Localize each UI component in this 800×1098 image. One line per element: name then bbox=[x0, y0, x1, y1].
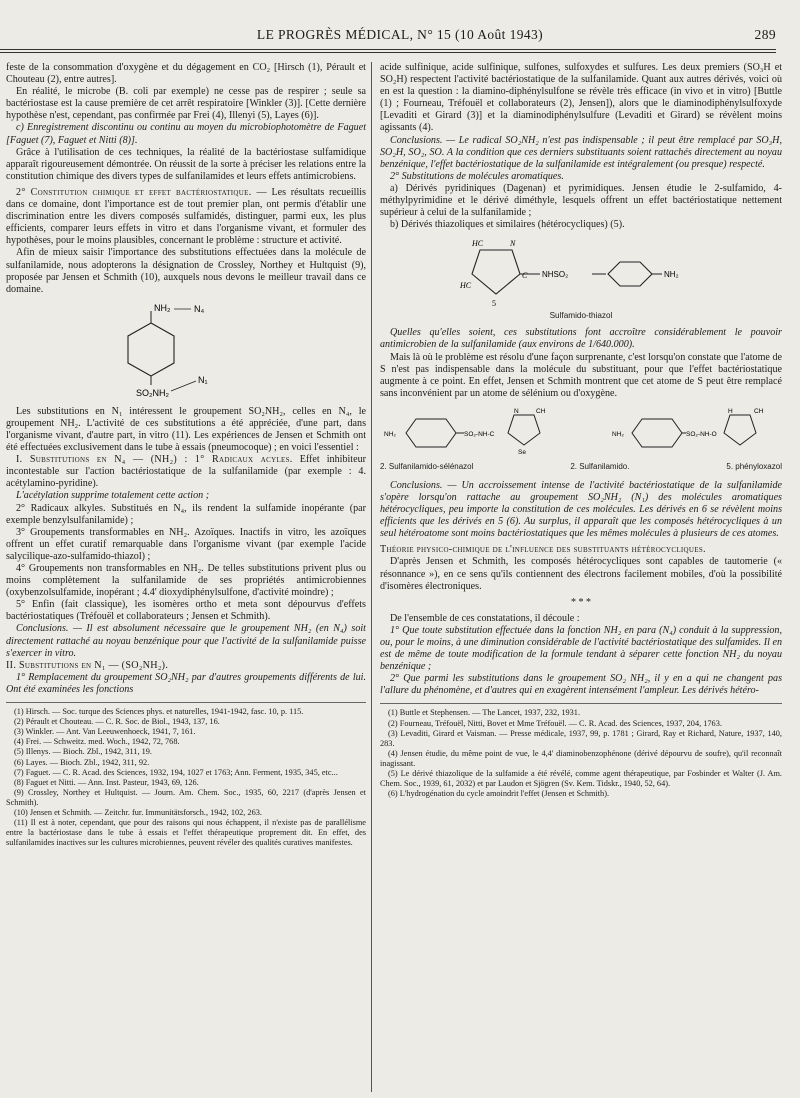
caption-oxazol: 5. phényloxazol bbox=[726, 461, 782, 471]
paragraph: 1° Remplacement du groupement SO₂NH₂ par d'autres groupements différents de lui. Ont été examinées les fonctions bbox=[6, 671, 366, 695]
footnote: (1) Hirsch. — Soc. turque des Sciences phys. et naturelles, 1941-1942, fasc. 10, p. 115. bbox=[14, 707, 304, 717]
so2nh2-label: SO₂NH₂ bbox=[136, 387, 169, 398]
footnotes-right bbox=[380, 703, 782, 799]
hc-label-b: HC bbox=[460, 281, 472, 291]
paragraph: D'après Jensen et Schmith, les composés hétérocycliques sont capables de tautomerie (« résonnance »), en ce sens qu'ils contiennent des électrons facilement mobiles, d'où la possibilité d'isomères électroniques. bbox=[380, 556, 782, 592]
header-rule-second bbox=[0, 52, 776, 53]
paragraph: Afin de mieux saisir l'importance des substitutions effectuées dans la molécule de sulfanilamide, nous adopterons la désignation de Crossley, Northey et Hultquist (9), proposée par Jensen et Schmith (10), auxquels nous devons le meilleur travail dans ce domaine. bbox=[6, 247, 366, 295]
footnote: (11) Il est à noter, cependant, que pour des raisons qui nous échappent, il n'existe pas de parallélisme entre la bactériostase dans le tube à essais et l'effet thérapeutique proprement dit. En effet, des sulfanilamides inactives sur les cultures microbiennes, peuvent révéler des qualités curatives manifestes. bbox=[6, 818, 366, 848]
right-column bbox=[380, 62, 782, 799]
paragraph: 5° Enfin (fait classique), les isomères ortho et meta sont dépourvus d'effets bactériostatiques (Tréfouël et collaborateurs ; Jensen et Schmith). bbox=[6, 599, 366, 623]
paragraph: Les résultats recueillis dans ce domaine, dont l'importance est de tout premier plan, ont permis d'établir une discrimination entre les divers composés sulfamidés, distinguer, parmi eux, les plus efficients, comparer leurs effets in vitro et dans l'organisme vivant, et formuler des hypothèses, pour le moins plausibles, concernant le problème : structure et activité. bbox=[6, 186, 366, 247]
so2-label-a: SO₂-NH-C bbox=[464, 430, 495, 438]
paragraph: 4° Groupements non transformables en NH₂. De telles substitutions privent plus ou moins complètement la sulfanilamide de ses propriétés antimicrobiennes (oxybenzolsulfamide, inopérant ; 4.4' dioxydiphénylsulfone, d'activité moindre) ; bbox=[6, 563, 366, 599]
paragraph: L'acétylation supprime totalement cette action ; bbox=[16, 490, 210, 502]
conclusion-paragraph: Conclusions. — Un accroissement intense de l'activité bactériostatique de la sulfanilamide s'opère lorsqu'on rattache au groupement SO₂NH₂ (N₁) des molécules aromatiques hétérocycliques, peu importe la constitution de ces molécules. Les dérivés en 6 se révèlent moins efficients que les dérivés en 5 (6). Au surplus, il apparaît que les composés hétérocycliques à un seul hétéroatome sont moins bactériostatiques que les mêmes molécules à plusieurs de ces atomes. bbox=[380, 479, 782, 540]
paragraph: b) Dérivés thiazoliques et similaires (hétérocycliques) (5). bbox=[390, 219, 625, 231]
thiazol-svg bbox=[380, 236, 782, 310]
so2-label-b: SO₂-NH-O bbox=[686, 430, 717, 438]
paragraph: Effet inhibiteur incontestable sur l'action bactériostatique de la sulfanilamide (par exemple : 4. acétylamino-pyridine). bbox=[6, 454, 366, 490]
se-label: Se bbox=[518, 448, 526, 455]
selenazol-svg bbox=[380, 405, 782, 455]
section-heading: I. Substitutions en N₄ — (NH₂) : 1° Radicaux acyles. bbox=[16, 454, 293, 466]
n4-label: N₄ bbox=[194, 303, 205, 314]
paragraph: c) Enregistrement discontinu ou continu au moyen du microbiophotomètre de Faguet [Faguet (7), Faguet et Nitti (8)]. bbox=[6, 122, 366, 146]
ch-label-b: CH bbox=[754, 407, 764, 415]
paragraph: Les substitutions en N₁ intéressent le groupement SO₂NH₂, celles en N₄, le groupement NH₂. L'activité de ces substitutions a été appréciée, d'une part, dans l'organisme vivant, d'autre part, in vitro (11). Les expériences de Jensen et Schmith ont été effectuées exclusivement dans le tube à essais (pneumocoque) ; en voici l'essentiel : bbox=[6, 405, 366, 454]
footnote: (3) Winkler. — Ant. Van Leeuwenhoeck, 1941, 7, 161. bbox=[14, 727, 196, 737]
figure-caption: Sulfamido-thiazol bbox=[549, 311, 613, 321]
running-header bbox=[0, 27, 800, 47]
footnote: (7) Faguet. — C. R. Acad. des Sciences, 1932, 194, 1027 et 1763; Ann. Ferment, 1935, 345, etc... bbox=[14, 767, 338, 777]
sulfanilamide-diagram bbox=[6, 301, 366, 401]
footnotes-left bbox=[6, 702, 366, 848]
nh2-label: NH₂ bbox=[664, 270, 679, 280]
h-label: H bbox=[728, 407, 733, 415]
paragraph: Mais là où le problème est résolu d'une façon surprenante, c'est lorsqu'on constate que l'atome de S n'est pas indispensable dans la molécule du substituant, pour que l'effet bactériostatique augmente à ce point. En effet, Jensen et Schmith montrent que cet atome de S peut être remplacé sans inconvénient par un atome de sélénium ou d'oxygène. bbox=[380, 351, 782, 399]
paragraph: 3° Groupements transformables en NH₂. Azoïques. Inactifs in vitro, les azoïques offrent un effet curatif remarquable dans l'organisme vivant (par exemple l'acide salycilique-azo-sulfamido-thiazol) ; bbox=[6, 526, 366, 562]
selenazol-oxazol-diagram bbox=[380, 405, 782, 475]
footnote: (3) Levaditi, Girard et Vaisman. — Presse médicale, 1937, 99, p. 1781 ; Girard, Ray et Richard, Nature, 1937, 140, 283. bbox=[380, 728, 782, 748]
paragraph: feste de la consommation d'oxygène et du dégagement en CO₂ [Hirsch (1), Pérault et Chouteau (2), entre autres]. bbox=[6, 62, 366, 86]
figure-captions-row bbox=[380, 461, 782, 473]
nh2-label: NH₂ bbox=[154, 302, 171, 313]
caption-sulfanilamido: 2. Sulfanilamido. bbox=[570, 461, 630, 471]
footnote: (2) Fourneau, Tréfouël, Nitti, Bovet et Mme Tréfouël. — C. R. Acad. des Sciences, 1937, 204, 1763. bbox=[388, 718, 722, 728]
section-heading: 2° Constitution chimique et effet bactériostatique. — bbox=[16, 186, 267, 198]
paragraph: Grâce à l'utilisation de ces techniques, la réalité de la bactériostase sulfamidique apparaît rigoureusement démontrée. On réussit de la sorte à préciser les relations entre la constitution chimique des divers types de sulfanilamides et leurs effets antimicrobiens. bbox=[6, 146, 366, 182]
paragraph: 2° Que parmi les substitutions dans le groupement SO₂ NH₂, il y en a qui ne changent pas l'allure du phénomène, et d'autres qui en exagèrent intensément l'ampleur. Les dérivés hétéro- bbox=[380, 673, 782, 697]
footnote: (5) Le dérivé thiazolique de la sulfamide a été révélé, comme agent thérapeutique, par Fosbinder et Walter (J. Am. Chem. Soc., 1939, 61, 2032) et par Laudon et Sjögren (Sv. Kem. Tidskr., 1940, 52, 64). bbox=[380, 769, 782, 789]
footnote: (1) Buttle et Stephensen. — The Lancet, 1937, 232, 1931. bbox=[388, 708, 581, 718]
section-heading: Théorie physico-chimique de l'influence des substituants hétérocycliques. bbox=[380, 544, 706, 556]
column-divider bbox=[371, 62, 372, 1092]
paragraph: Quelles qu'elles soient, ces substitutions font accroître considérablement le pouvoir antimicrobien de la sulfanilamide (aux environs de 1/640.000). bbox=[380, 327, 782, 351]
nh2-label-b: NH₂ bbox=[612, 430, 624, 438]
section-heading: II. Substitutions en N₁ — (SO₂NH₂). bbox=[6, 659, 169, 671]
five-label: 5 bbox=[492, 299, 496, 309]
nh2-label-a: NH₂ bbox=[384, 430, 396, 438]
conclusion-paragraph: Conclusions. — Il est absolument nécessaire que le groupement NH₂ (en N₄) soit directement rattaché au noyau benzénique pour que l'activité de la sulfanilamide puisse s'exercer in vitro. bbox=[6, 623, 366, 659]
benzene-ring-svg bbox=[6, 301, 366, 401]
nhso2-label: NHSO₂ bbox=[542, 270, 569, 280]
n-label-a: N bbox=[514, 407, 519, 415]
page-number: 289 bbox=[754, 27, 776, 42]
footnote: (5) Illenys. — Bioch. Zbl., 1942, 311, 19. bbox=[14, 747, 152, 757]
paragraph: De l'ensemble de ces constatations, il découle : bbox=[390, 612, 580, 624]
paragraph: acide sulfinique, acide sulfinique, sulfones, sulfoxydes et sulfures. Les deux premiers (SO₃H et SO₂H) respectent l'activité bactériostatique de la sulfanilamide. Quant aux autres dérivés, voici où en est la question : la diamino-diphénylsulfone se révèle très efficace (in vivo et in vitro) [Buttle (1) ; Fourneau, Tréfouël et collaborateurs (2), Jensen]), alors que le diaminodiphénylsulfoxyde [Levaditi et Girard (3)] et la diaminodiphénylsulfure (Levaditi et Girard) se révèlent moins agissants (4). bbox=[380, 62, 782, 134]
n-label: N bbox=[510, 239, 516, 249]
hc-label: HC bbox=[472, 239, 484, 249]
left-column bbox=[6, 62, 366, 848]
footnote: (8) Faguet et Nitti. — Ann. Inst. Pasteur, 1943, 69, 126. bbox=[14, 777, 199, 787]
footnote: (4) Jensen étudie, du même point de vue, le 4,4' diaminobenzophénone (dérivé dépourvu de soufre), qu'il reconnaît inagissant. bbox=[380, 748, 782, 768]
paragraph: En réalité, le microbe (B. coli par exemple) ne cesse pas de respirer ; seule sa bactériostase est la cause première de cet arrêt respiratoire [Winkler (3)]. [Cette dernière hypothèse n'est, cependant, pas confirmée par Frei (4), Illenyi (5), Layes (6)]. bbox=[6, 86, 366, 122]
caption-selenazol: 2. Sulfanilamido-sélénazol bbox=[380, 461, 474, 471]
footnote: (2) Pérault et Chouteau. — C. R. Soc. de Biol., 1943, 137, 16. bbox=[14, 717, 220, 727]
footnote: (9) Crossley, Northey et Hultquist. — Journ. Am. Chem. Soc., 1935, 60, 2217 (d'après Jensen et Schmith). bbox=[6, 787, 366, 807]
footnote: (6) Layes. — Bioch. Zbl., 1942, 311, 92. bbox=[14, 757, 150, 767]
n1-label: N₁ bbox=[198, 374, 208, 385]
journal-title: LE PROGRÈS MÉDICAL, N° 15 (10 Août 1943) bbox=[256, 27, 544, 42]
footnote: (6) L'hydrogénation du cycle amoindrit l'effet (Jensen et Schmith). bbox=[388, 789, 610, 799]
paragraph: 2° Radicaux alkyles. Substitués en N₄, ils rendent la sulfamide inopérante (par exemple benzylsulfanilamide) ; bbox=[6, 502, 366, 526]
c-label: C bbox=[522, 271, 528, 281]
paragraph: a) Dérivés pyridiniques (Dagenan) et pyrimidiques. Jensen étudie le 2-sulfamido, 4-méthylpyrimidine et le dérivé diméthyle, lesquels offrent un effet bactériostatique nettement supérieur à celui de la sulfanilamide ; bbox=[380, 182, 782, 219]
section-heading: 2° Substitutions de molécules aromatiques. bbox=[390, 170, 564, 182]
ch-label-a: CH bbox=[536, 407, 546, 415]
sulfamido-thiazol-diagram bbox=[380, 236, 782, 322]
footnote: (4) Frei. — Schweitz. med. Woch., 1942, 72, 768. bbox=[14, 737, 180, 747]
section-separator: * * * bbox=[571, 596, 591, 608]
footnote: (10) Jensen et Schmith. — Zeitchr. fur. Immunitätsforsch., 1942, 102, 263. bbox=[14, 807, 262, 817]
paragraph: 1° Que toute substitution effectuée dans la fonction NH₂ en para (N₄) conduit à la suppression, ou, pour le moins, à une diminution considérable de l'activité bactériostatique des sulfamides. Il en est de même de toute modification de la formule tendant à séparer cette fonction NH₂ du noyau benzénique ; bbox=[380, 624, 782, 673]
header-rule bbox=[0, 49, 776, 50]
conclusion-paragraph: Conclusions. — Le radical SO₂NH₂ n'est pas indispensable ; il peut être remplacé par SO₃H, SO₂H, SO₂, SO. A la condition que ces derniers substituants soient rattachés directement au noyau benzénique, l'effet bactériostatique de la sulfanilamide est intégralement (ou presque) respecté. bbox=[380, 134, 782, 170]
